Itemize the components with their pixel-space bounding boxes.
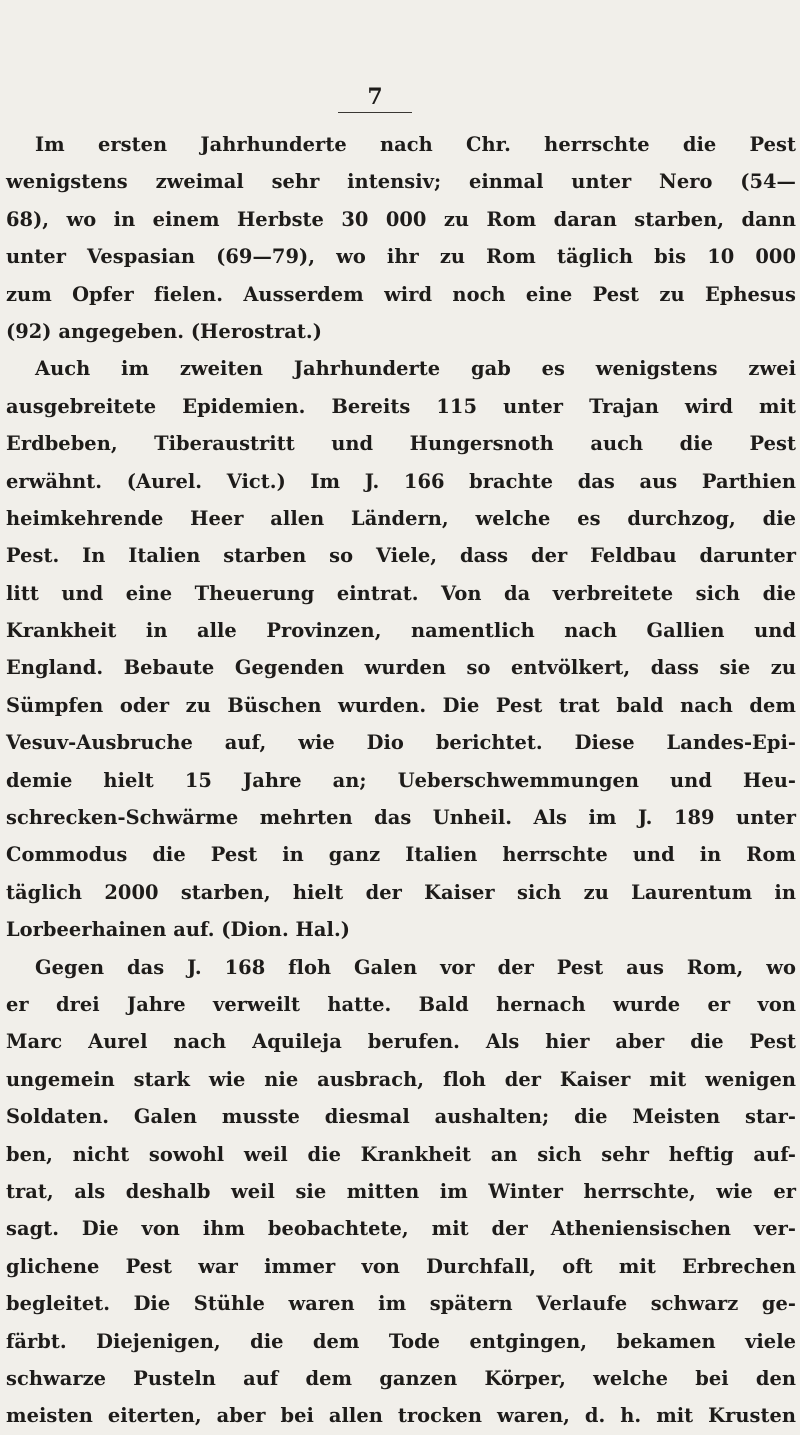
text-line: demie hielt 15 Jahre an; Ueberschwemmungen und Heu- <box>6 768 796 792</box>
page-number: 7 <box>367 84 383 110</box>
text-line: Marc Aurel nach Aquileja berufen. Als hier aber die Pest <box>6 1030 796 1054</box>
text-line: Sümpfen oder zu Büschen wurden. Die Pest trat bald nach dem <box>6 693 796 717</box>
text-line: Gegen das J. 168 floh Galen vor der Pest aus Rom, wo <box>35 955 796 979</box>
text-line: heimkehrende Heer allen Ländern, welche es durchzog, die <box>6 506 796 530</box>
text-line: erwähnt. (Aurel. Vict.) Im J. 166 brachte das aus Parthien <box>6 469 796 493</box>
text-line: ben, nicht sowohl weil die Krankheit an sich sehr heftig auf- <box>6 1142 796 1166</box>
text-line: sagt. Die von ihm beobachtete, mit der Atheniensischen ver- <box>6 1217 796 1241</box>
text-line: England. Bebaute Gegenden wurden so entvölkert, dass sie zu <box>6 656 796 680</box>
text-line: Soldaten. Galen musste diesmal aushalten; die Meisten star- <box>6 1105 796 1129</box>
body-text <box>6 126 796 1435</box>
text-line: Commodus die Pest in ganz Italien herrschte und in Rom <box>6 843 796 867</box>
text-line: meisten eiterten, aber bei allen trocken waren, d. h. mit Krusten <box>6 1404 796 1428</box>
text-line: färbt. Diejenigen, die dem Tode entgingen, bekamen viele <box>6 1329 796 1353</box>
text-line: ungemein stark wie nie ausbrach, floh der Kaiser mit wenigen <box>6 1067 796 1091</box>
text-line: Auch im zweiten Jahrhunderte gab es wenigstens zwei <box>35 357 796 381</box>
text-line: zum Opfer fielen. Ausserdem wird noch eine Pest zu Ephesus <box>6 282 796 306</box>
text-line: begleitet. Die Stühle waren im spätern Verlaufe schwarz ge- <box>6 1292 796 1316</box>
text-line: Vesuv-Ausbruche auf, wie Dio berichtet. Diese Landes-Epi- <box>6 731 796 755</box>
text-line: er drei Jahre verweilt hatte. Bald hernach wurde er von <box>6 992 796 1016</box>
page-number-rule <box>338 112 412 113</box>
text-line: täglich 2000 starben, hielt der Kaiser sich zu Laurentum in <box>6 880 796 904</box>
text-line: 68), wo in einem Herbste 30 000 zu Rom daran starben, dann <box>6 207 796 231</box>
text-line: wenigstens zweimal sehr intensiv; einmal unter Nero (54— <box>6 170 796 194</box>
text-line: trat, als deshalb weil sie mitten im Winter herrschte, wie er <box>6 1179 796 1203</box>
text-line: litt und eine Theuerung eintrat. Von da verbreitete sich die <box>6 581 796 605</box>
text-line: schrecken-Schwärme mehrten das Unheil. Als im J. 189 unter <box>6 806 796 830</box>
text-line: glichene Pest war immer von Durchfall, oft mit Erbrechen <box>6 1254 796 1278</box>
text-line: Lorbeerhainen auf. (Dion. Hal.) <box>6 918 350 942</box>
text-line: schwarze Pusteln auf dem ganzen Körper, welche bei den <box>6 1366 796 1390</box>
text-line: Krankheit in alle Provinzen, namentlich nach Gallien und <box>6 619 796 643</box>
text-line: Im ersten Jahrhunderte nach Chr. herrschte die Pest <box>35 133 796 156</box>
text-line: Pest. In Italien starben so Viele, dass der Feldbau darunter <box>6 544 796 568</box>
text-line: unter Vespasian (69—79), wo ihr zu Rom täglich bis 10 000 <box>6 245 796 269</box>
text-line: Erdbeben, Tiberaustritt und Hungersnoth auch die Pest <box>6 432 796 456</box>
text-line: ausgebreitete Epidemien. Bereits 115 unter Trajan wird mit <box>6 394 796 418</box>
text-line: (92) angegeben. (Herostrat.) <box>6 319 322 343</box>
